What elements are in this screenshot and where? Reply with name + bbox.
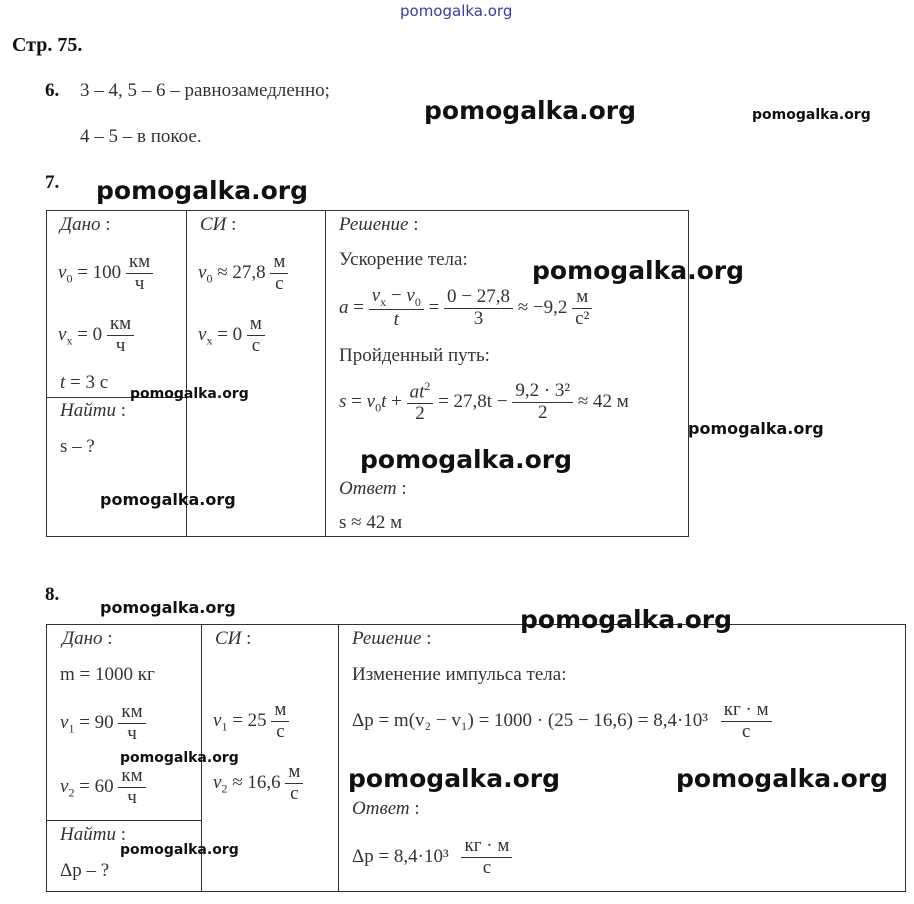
- task7-find: s – ?: [60, 436, 95, 457]
- watermark: pomogalka.org: [100, 490, 236, 509]
- task7-divider-2: [325, 210, 326, 536]
- task7-find-label: Найти: [60, 400, 116, 421]
- task8-m: m = 1000 кг: [60, 664, 155, 685]
- watermark: pomogalka.org: [520, 605, 733, 634]
- task7-answer: s ≈ 42 м: [339, 512, 403, 533]
- task8-answer-label: Ответ: [352, 798, 410, 819]
- task6-line2: 4 – 5 – в покое.: [80, 126, 202, 147]
- task8-divider-h: [46, 820, 202, 821]
- task8-find: Δp – ?: [60, 860, 110, 881]
- task8-si-v2: $v_2 \approx 16,6$ $\frac{м}{с}$: [213, 762, 303, 805]
- task8-find-label: Найти: [60, 824, 116, 845]
- task8-number: 8.: [45, 584, 60, 605]
- watermark: pomogalka.org: [360, 445, 573, 474]
- task7-solution-label: Решение: [339, 214, 409, 235]
- task7-path-text: Пройденный путь:: [339, 345, 490, 366]
- task8-formula: Δp = m(v₂ − v₁) = 1000 · (25 − 16,6) = 8,4·10³ $\frac{кг \cdot м}{с}$: [352, 700, 772, 743]
- task7-given-label: Дано: [60, 214, 101, 235]
- task8-si-label: СИ: [215, 628, 242, 649]
- watermark: pomogalka.org: [130, 386, 249, 402]
- watermark: pomogalka.org: [424, 96, 637, 125]
- task7-path-formula: $s = v_0t$ + $\frac{at^2}{2}$ = 27,8t − $\frac{\text{9,2 · 3²}}{2}$ ≈ 42 м: [339, 379, 629, 425]
- watermark: pomogalka.org: [752, 107, 871, 123]
- task8-solution-label: Решение: [352, 628, 422, 649]
- task6-number: 6.: [45, 80, 60, 101]
- task8-answer: Δp = 8,4·10³ $\frac{кг \cdot м}{с}$: [352, 836, 512, 879]
- task7-v0: $v_0 = 100$ $\frac{км}{ч}$: [58, 252, 153, 295]
- task7-number: 7.: [45, 172, 60, 193]
- task7-si-vx: $v_x = 0$ $\frac{м}{с}$: [198, 314, 265, 357]
- task8-divider-2: [338, 624, 339, 891]
- task7-accel-formula: a = $\frac{v_x - v_0}{t}$ = $\frac{0 - 27,8}{3}$ ≈ −9,2 $\frac{м}{\text{с²}}$: [339, 286, 592, 331]
- watermark: pomogalka.org: [348, 764, 561, 793]
- task7-t: t = 3 с: [60, 372, 109, 393]
- watermark: pomogalka.org: [532, 256, 745, 285]
- task8-v1: $v_1 = 90$ $\frac{км}{ч}$: [60, 702, 146, 745]
- task8-si-v1: $v_1 = 25$ $\frac{м}{с}$: [213, 700, 289, 743]
- watermark: pomogalka.org: [100, 598, 236, 617]
- task6-line1: 3 – 4, 5 – 6 – равнозамедленно;: [80, 80, 330, 101]
- watermark: pomogalka.org: [120, 842, 239, 858]
- task7-divider-1: [186, 210, 187, 536]
- task7-vx: $v_x = 0$ $\frac{км}{ч}$: [58, 314, 134, 357]
- page-title: Стр. 75.: [12, 34, 83, 56]
- task7-answer-label: Ответ: [339, 478, 397, 499]
- watermark: pomogalka.org: [96, 176, 309, 205]
- task7-si-v0: $v_0 \approx 27,8$ $\frac{м}{с}$: [198, 252, 288, 295]
- watermark: pomogalka.org: [120, 750, 239, 766]
- task7-accel-text: Ускорение тела:: [339, 249, 468, 270]
- watermark: pomogalka.org: [676, 764, 889, 793]
- site-header-link[interactable]: pomogalka.org: [400, 2, 513, 20]
- task8-given-label: Дано: [62, 628, 103, 649]
- task7-si-label: СИ: [200, 214, 227, 235]
- watermark: pomogalka.org: [688, 419, 824, 438]
- task8-v2: $v_2 = 60$ $\frac{км}{ч}$: [60, 766, 146, 809]
- task8-change-text: Изменение импульса тела:: [352, 664, 567, 685]
